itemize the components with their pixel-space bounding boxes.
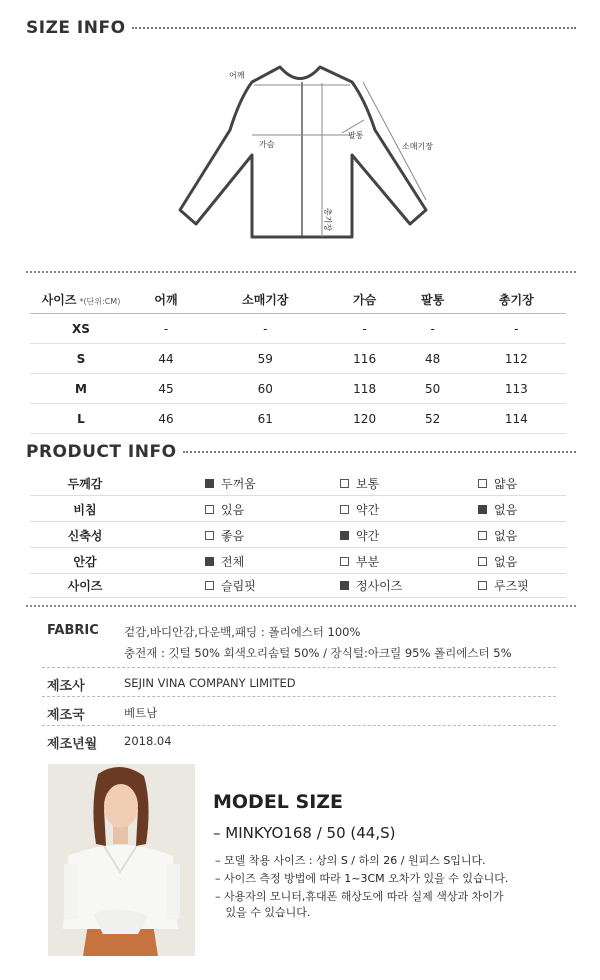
option-label: 보통	[356, 477, 380, 491]
table-row	[30, 374, 566, 404]
option	[478, 475, 517, 492]
header-col: 팔통	[399, 286, 467, 314]
checkbox-icon	[478, 479, 487, 488]
value-cell: -	[331, 314, 399, 344]
country-value: 베트남	[124, 706, 158, 720]
value-cell: 46	[132, 404, 200, 434]
value-cell: 112	[467, 344, 566, 374]
product-row-lining	[30, 548, 566, 574]
checkbox-icon	[205, 479, 214, 488]
option-label: 부분	[356, 555, 380, 569]
product-info-header	[26, 442, 576, 462]
value-cell: 120	[331, 404, 399, 434]
option	[478, 501, 517, 518]
model-photo	[48, 764, 195, 956]
value-cell: 44	[132, 344, 200, 374]
value-cell: -	[132, 314, 200, 344]
checkbox-icon	[205, 531, 214, 540]
fabric-line-2: 충전재 : 깃털 50% 회색오리솜털 50% / 장식털:아크릴 95% 폴리에스터 5%	[124, 646, 512, 660]
table-row	[30, 314, 566, 344]
value-cell: 60	[200, 374, 331, 404]
option	[205, 475, 256, 492]
unit-note: *(단위:CM)	[79, 297, 121, 306]
header-col: 가슴	[331, 286, 399, 314]
model-size-title: MODEL SIZE	[213, 791, 344, 813]
product-row-fit	[30, 572, 566, 598]
row-name: 사이즈	[67, 579, 103, 593]
checkbox-icon	[205, 581, 214, 590]
fabric-separator	[42, 667, 556, 668]
model-note-3: – 사용자의 모니터,휴대폰 해상도에 따라 실제 색상과 차이가	[215, 890, 504, 903]
fabric-label: FABRIC	[47, 623, 99, 638]
header-col: 소매기장	[200, 286, 331, 314]
option	[205, 501, 244, 518]
label-total-length: 총기장	[323, 207, 333, 232]
model-size-subtitle: – MINKYO168 / 50 (44,S)	[213, 824, 396, 842]
option	[340, 475, 379, 492]
value-cell: 116	[331, 344, 399, 374]
manufacturer-separator	[42, 696, 556, 697]
model-illustration	[48, 764, 195, 956]
header-dotted-rule	[132, 27, 576, 29]
option-label: 있음	[221, 503, 245, 517]
size-info-header	[26, 18, 576, 38]
option-label: 슬림핏	[221, 579, 256, 593]
option	[478, 577, 529, 594]
checkbox-icon	[340, 479, 349, 488]
product-row-stretch	[30, 522, 566, 548]
label-sleeve-width: 팔통	[348, 131, 364, 140]
model-note-4: 있을 수 있습니다.	[215, 906, 311, 919]
model-note-1: – 모델 착용 사이즈 : 상의 S / 하의 26 / 원피스 S입니다.	[215, 854, 486, 867]
fabric-line-1: 겉감,바디안감,다운백,패딩 : 폴리에스터 100%	[124, 625, 361, 639]
value-cell: -	[467, 314, 566, 344]
checkbox-icon	[340, 531, 349, 540]
option-label: 없음	[494, 555, 518, 569]
option-label: 정사이즈	[356, 579, 403, 593]
option	[340, 501, 379, 518]
date-value: 2018.04	[124, 734, 172, 748]
checkbox-icon	[478, 505, 487, 514]
checkbox-icon	[340, 557, 349, 566]
label-chest: 가슴	[259, 140, 275, 149]
value-cell: 114	[467, 404, 566, 434]
product-info-title: PRODUCT INFO	[26, 442, 177, 462]
label-sleeve-length: 소매기장	[402, 142, 433, 151]
option	[340, 527, 379, 544]
option-label: 전체	[221, 555, 245, 569]
value-cell: 118	[331, 374, 399, 404]
size-cell: S	[30, 344, 132, 374]
jacket-measurement-diagram	[170, 60, 440, 250]
option-label: 얇음	[494, 477, 518, 491]
option-label: 약간	[356, 529, 380, 543]
country-label: 제조국	[47, 708, 85, 723]
checkbox-icon	[340, 581, 349, 590]
option-label: 두꺼움	[221, 477, 256, 491]
option	[478, 553, 517, 570]
value-cell: 113	[467, 374, 566, 404]
size-cell: L	[30, 404, 132, 434]
row-name: 신축성	[67, 529, 103, 543]
option	[205, 527, 244, 544]
option	[340, 577, 402, 594]
header-size: 사이즈 *(단위:CM)	[30, 286, 132, 314]
value-cell: -	[399, 314, 467, 344]
checkbox-icon	[478, 531, 487, 540]
model-note-2: – 사이즈 측정 방법에 따라 1~3CM 오차가 있을 수 있습니다.	[215, 872, 509, 885]
size-cell: XS	[30, 314, 132, 344]
header-col: 어깨	[132, 286, 200, 314]
option-label: 루즈핏	[494, 579, 529, 593]
value-cell: 50	[399, 374, 467, 404]
value-cell: 52	[399, 404, 467, 434]
value-cell: 59	[200, 344, 331, 374]
header-dotted-rule	[183, 451, 576, 453]
label-shoulder: 어깨	[229, 71, 245, 80]
checkbox-icon	[478, 581, 487, 590]
table-row	[30, 404, 566, 434]
table-row	[30, 344, 566, 374]
size-table	[30, 286, 566, 434]
checkbox-icon	[340, 505, 349, 514]
size-table-header	[30, 286, 566, 314]
option	[205, 577, 256, 594]
checkbox-icon	[478, 557, 487, 566]
manufacturer-value: SEJIN VINA COMPANY LIMITED	[124, 676, 296, 690]
value-cell: -	[200, 314, 331, 344]
option	[340, 553, 379, 570]
option-label: 약간	[356, 503, 380, 517]
checkbox-icon	[205, 557, 214, 566]
checkbox-icon	[205, 505, 214, 514]
size-info-title: SIZE INFO	[26, 18, 126, 38]
value-cell: 48	[399, 344, 467, 374]
country-separator	[42, 725, 556, 726]
row-name: 두께감	[67, 477, 103, 491]
option	[205, 553, 244, 570]
product-row-thickness	[30, 470, 566, 496]
option-label: 없음	[494, 529, 518, 543]
date-label: 제조년월	[47, 737, 98, 752]
size-cell: M	[30, 374, 132, 404]
option-label: 없음	[494, 503, 518, 517]
divider-dotted-1	[26, 271, 576, 273]
manufacturer-label: 제조사	[47, 679, 85, 694]
value-cell: 61	[200, 404, 331, 434]
value-cell: 45	[132, 374, 200, 404]
divider-dotted-2	[26, 605, 576, 607]
option	[478, 527, 517, 544]
row-name: 안감	[73, 555, 97, 569]
product-row-sheerness	[30, 496, 566, 522]
row-name: 비침	[73, 503, 97, 517]
option-label: 좋음	[221, 529, 245, 543]
header-col: 총기장	[467, 286, 566, 314]
